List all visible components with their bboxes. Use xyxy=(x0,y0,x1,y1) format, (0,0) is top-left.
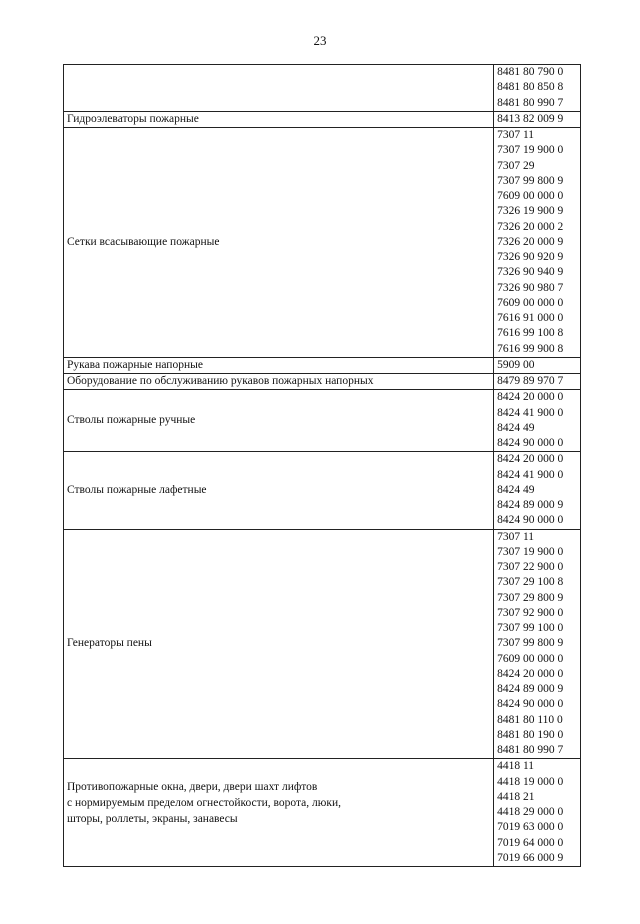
tn-ved-code: 7019 63 000 0 xyxy=(497,821,564,834)
tn-ved-code: 7307 19 900 0 xyxy=(497,545,564,558)
tn-ved-code: 7326 20 000 9 xyxy=(497,235,564,248)
product-name: Стволы пожарные ручные xyxy=(67,414,196,427)
tn-ved-code: 8424 49 xyxy=(497,421,535,434)
tn-ved-code: 5909 00 xyxy=(497,358,535,371)
tn-ved-code: 8481 80 990 7 xyxy=(497,744,564,756)
tn-ved-code-cell xyxy=(494,374,581,390)
product-name: Генераторы пены xyxy=(67,637,152,650)
tn-ved-code: 8481 80 990 7 xyxy=(497,96,564,109)
tn-ved-code: 8481 80 790 0 xyxy=(497,66,564,78)
tn-ved-code-cell xyxy=(494,65,581,112)
tn-ved-code: 8424 90 000 0 xyxy=(497,514,564,527)
tn-ved-code: 4418 19 000 0 xyxy=(497,775,564,788)
product-name-line: Противопожарные окна, двери, двери шахт лифтов xyxy=(67,781,318,794)
tn-ved-code-cell xyxy=(494,128,581,358)
table-row xyxy=(64,111,581,127)
tn-ved-code: 7616 99 100 8 xyxy=(497,327,564,340)
product-name-cell xyxy=(64,374,494,390)
table-row xyxy=(64,759,581,867)
product-name-cell xyxy=(64,111,494,127)
product-name-cell xyxy=(64,452,494,529)
tn-ved-code: 7326 90 920 9 xyxy=(497,251,564,263)
tn-ved-code: 7616 99 900 8 xyxy=(497,342,564,355)
tn-ved-code: 4418 11 xyxy=(497,760,535,773)
product-name: Стволы пожарные лафетные xyxy=(67,483,207,496)
product-name: Сетки всасывающие пожарные xyxy=(67,235,220,248)
tn-ved-code: 7307 29 800 9 xyxy=(497,591,564,604)
product-name-cell xyxy=(64,390,494,452)
tn-ved-code: 7307 11 xyxy=(497,129,535,141)
tn-ved-code: 7019 66 000 9 xyxy=(497,851,564,864)
tn-ved-code: 7307 99 800 9 xyxy=(497,174,564,187)
tn-ved-code: 7307 99 800 9 xyxy=(497,637,564,650)
table-row xyxy=(64,452,581,529)
table-row xyxy=(64,374,581,390)
tn-ved-code: 7307 29 xyxy=(497,159,535,172)
tn-ved-code: 7609 00 000 0 xyxy=(497,652,564,665)
tn-ved-code: 7616 91 000 0 xyxy=(497,312,564,324)
tn-ved-code: 7019 64 000 0 xyxy=(497,836,564,849)
table-row xyxy=(64,357,581,373)
product-name-line: шторы, роллеты, экраны, занавесы xyxy=(67,813,238,826)
tn-ved-code: 4418 29 000 0 xyxy=(497,806,564,818)
product-name-line: с нормируемым пределом огнестойкости, ворота, люки, xyxy=(67,797,341,810)
tn-ved-code: 7609 00 000 0 xyxy=(497,296,564,309)
tn-ved-code-cell xyxy=(494,390,581,452)
tn-ved-code: 8424 41 900 0 xyxy=(497,468,564,481)
product-name-cell xyxy=(64,357,494,373)
page-number: 23 xyxy=(313,33,327,48)
table-row xyxy=(64,128,581,358)
tn-ved-code: 7307 29 100 8 xyxy=(497,576,564,589)
product-name-cell xyxy=(64,759,494,867)
tn-ved-code: 7326 19 900 9 xyxy=(497,205,564,218)
table-row xyxy=(64,529,581,759)
tn-ved-code: 8413 82 009 9 xyxy=(497,112,564,125)
tn-ved-code: 8424 20 000 0 xyxy=(497,667,564,680)
tn-ved-code: 8424 49 xyxy=(497,483,535,496)
product-name-cell xyxy=(64,65,494,112)
tn-ved-code: 8424 20 000 0 xyxy=(497,453,564,466)
tn-ved-code: 4418 21 xyxy=(497,790,535,803)
tn-ved-code: 8424 41 900 0 xyxy=(497,406,564,419)
tn-ved-code-cell xyxy=(494,452,581,529)
tn-ved-code: 8424 20 000 0 xyxy=(497,391,564,404)
tn-ved-code: 7307 19 900 0 xyxy=(497,144,564,157)
product-name-cell xyxy=(64,128,494,358)
tn-ved-code: 7326 90 940 9 xyxy=(497,266,564,279)
tn-ved-code: 7307 99 100 0 xyxy=(497,622,564,634)
tn-ved-code: 7307 92 900 0 xyxy=(497,606,564,619)
table-row xyxy=(64,390,581,452)
tn-ved-code: 8424 89 000 9 xyxy=(497,683,564,695)
tn-ved-code-cell xyxy=(494,759,581,867)
product-name: Гидроэлеваторы пожарные xyxy=(67,112,199,125)
tn-ved-code-cell xyxy=(494,529,581,759)
tn-ved-code-cell xyxy=(494,357,581,373)
tn-ved-code: 8481 80 850 8 xyxy=(497,81,564,94)
classification-table xyxy=(63,64,581,867)
tn-ved-code: 7609 00 000 0 xyxy=(497,190,564,202)
table-row xyxy=(64,65,581,112)
tn-ved-code: 7326 20 000 2 xyxy=(497,220,564,233)
tn-ved-code: 8424 90 000 0 xyxy=(497,698,564,711)
tn-ved-code: 8479 89 970 7 xyxy=(497,375,564,387)
tn-ved-code-cell xyxy=(494,111,581,127)
product-name: Оборудование по обслуживанию рукавов пожарных напорных xyxy=(67,375,374,388)
product-name-cell xyxy=(64,529,494,759)
product-name: Рукава пожарные напорные xyxy=(67,358,203,371)
tn-ved-code: 8481 80 110 0 xyxy=(497,713,563,726)
tn-ved-code: 7326 90 980 7 xyxy=(497,281,564,294)
tn-ved-code: 8481 80 190 0 xyxy=(497,728,564,741)
tn-ved-code: 7307 11 xyxy=(497,530,535,543)
tn-ved-code: 7307 22 900 0 xyxy=(497,561,564,573)
tn-ved-code: 8424 89 000 9 xyxy=(497,499,564,511)
tn-ved-code: 8424 90 000 0 xyxy=(497,437,564,449)
